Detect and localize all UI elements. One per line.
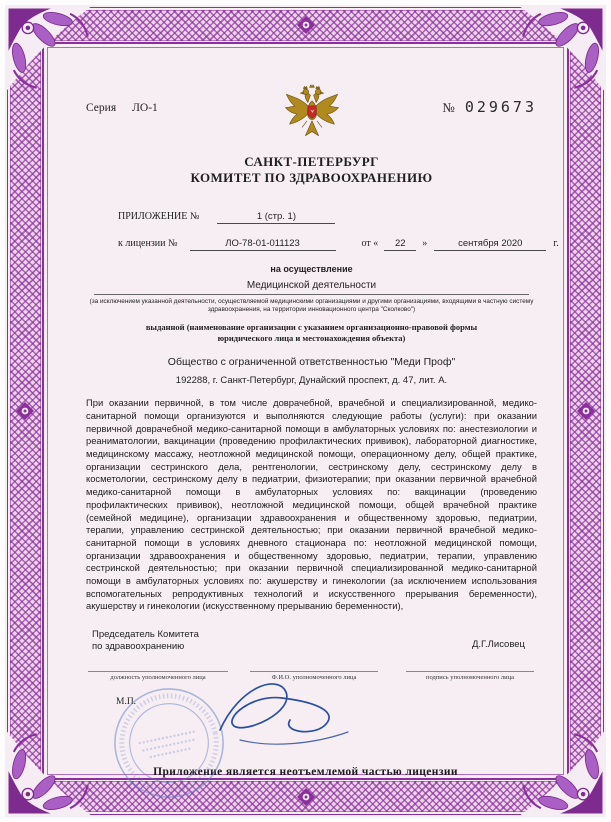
date-month-field: сентября 2020 (434, 238, 546, 251)
seal-place-label: М.П. (116, 697, 137, 708)
edge-medallion-bottom-icon (290, 781, 322, 813)
organization-name: Общество с ограниченной ответственностью "Меди Проф" (167, 356, 456, 369)
document-content (86, 84, 559, 708)
appendix-label: ПРИЛОЖЕНИЕ № (118, 211, 200, 222)
signer-position-line-1: Председатель Комитета (92, 629, 199, 641)
activity-intro: на осуществление (270, 264, 353, 274)
organization-address: 192288, г. Санкт-Петербург, Дунайский проспект, д. 47, лит. А. (175, 375, 448, 387)
signer-name: Д.Г.Лисовец (471, 639, 525, 651)
date-from-label: от « (361, 238, 379, 249)
signer-position-line-2: по здравоохранению (92, 641, 185, 653)
coat-of-arms-icon (283, 84, 341, 146)
corner-ornament-top-right-icon (518, 5, 606, 93)
label-authorized-name: Ф.И.О. уполномоченного лица (250, 671, 378, 681)
appendix-number-field: 1 (стр. 1) (217, 211, 335, 224)
edge-medallion-right-icon (570, 395, 602, 427)
appendix-row (86, 206, 537, 224)
license-label: к лицензии № (118, 238, 178, 249)
title-line-2: КОМИТЕТ ПО ЗДРАВООХРАНЕНИЮ (190, 170, 433, 185)
footer-note: Приложение является неотъемлемой частью лицензии (153, 766, 458, 778)
corner-ornament-top-left-icon (5, 5, 93, 93)
edge-medallion-top-icon (290, 9, 322, 41)
serial (341, 84, 538, 117)
series (86, 84, 283, 114)
issued-caption: выданной (наименование организации с указанием организационно-правовой формы юридического лица и местонахождения объекта) (145, 322, 478, 343)
activity-name-line (94, 275, 529, 295)
date-year-suffix: г. (553, 238, 559, 249)
activity-name-field: Медицинской деятельности (246, 280, 377, 291)
date-close-quote: » (422, 238, 428, 249)
date-day-field: 22 (384, 238, 416, 251)
label-authorized-signature: подпись уполномоченного лица (406, 671, 534, 681)
title-line-1: САНКТ-ПЕТЕРБУРГ (244, 154, 379, 169)
series-label: Серия (86, 102, 117, 114)
signer-row (86, 629, 537, 653)
activity-note: (за исключением указанной деятельности, осуществляемой медицинскими организациями и другими организациями, входящими в частную систему здравоохранения, на территории инновационного центра "Сколково") (89, 298, 534, 313)
issuing-authority-title (86, 154, 537, 186)
document-header (86, 84, 537, 148)
license-number-field: ЛО-78-01-011123 (190, 238, 336, 251)
signer-position (92, 629, 199, 653)
number-sign: № (442, 100, 455, 115)
license-row (86, 233, 559, 251)
label-authorized-position: должность уполномоченного лица (88, 671, 228, 681)
edge-medallion-left-icon (9, 395, 41, 427)
series-value: ЛО-1 (132, 102, 158, 114)
serial-number: 029673 (464, 98, 537, 116)
signature-scribble (212, 668, 362, 760)
license-works-text: При оказании первичной, в том числе доврачебной, врачебной и специализированной, медико-санитарной помощи организуются и выполняются следующие работы (услуги): при оказании первичной доврачебной медико-санитарной помощи в амбулаторных условиях по: анестезиологии и реаниматологии, вакцинации (проведению профилактических прививок), лабораторной диагностике, медицинскому массажу, неотложной медицинской помощи, операционному делу, общей практике, организации сестринского дела, рентгенологии, сестринскому делу, сестринскому делу в косметологии, сестринскому делу в педиатрии, физиотерапии; при оказании первичной врачебной медико-санитарной помощи в амбулаторных условиях по: вакцинации (проведению профилактических прививок), неотложной медицинской помощи, общей врачебной практике (семейной медицине), организации здравоохранения и общественному здоровью, педиатрии, терапии, управлению сестринской деятельностью; при оказании первичной врачебной медико-санитарной помощи в условиях дневного стационара по: неотложной медицинской помощи, организации здравоохранения и общественному здоровью, педиатрии, терапии, управлению сестринской деятельностью; при оказании первичной специализированной медико-санитарной помощи в амбулаторных условиях по: акушерству и гинекологии (за исключением использования вспомогательных репродуктивных технологий и искусственного прерывания беременности), акушерству и гинекологии (искусственному прерыванию беременности), (86, 397, 537, 612)
